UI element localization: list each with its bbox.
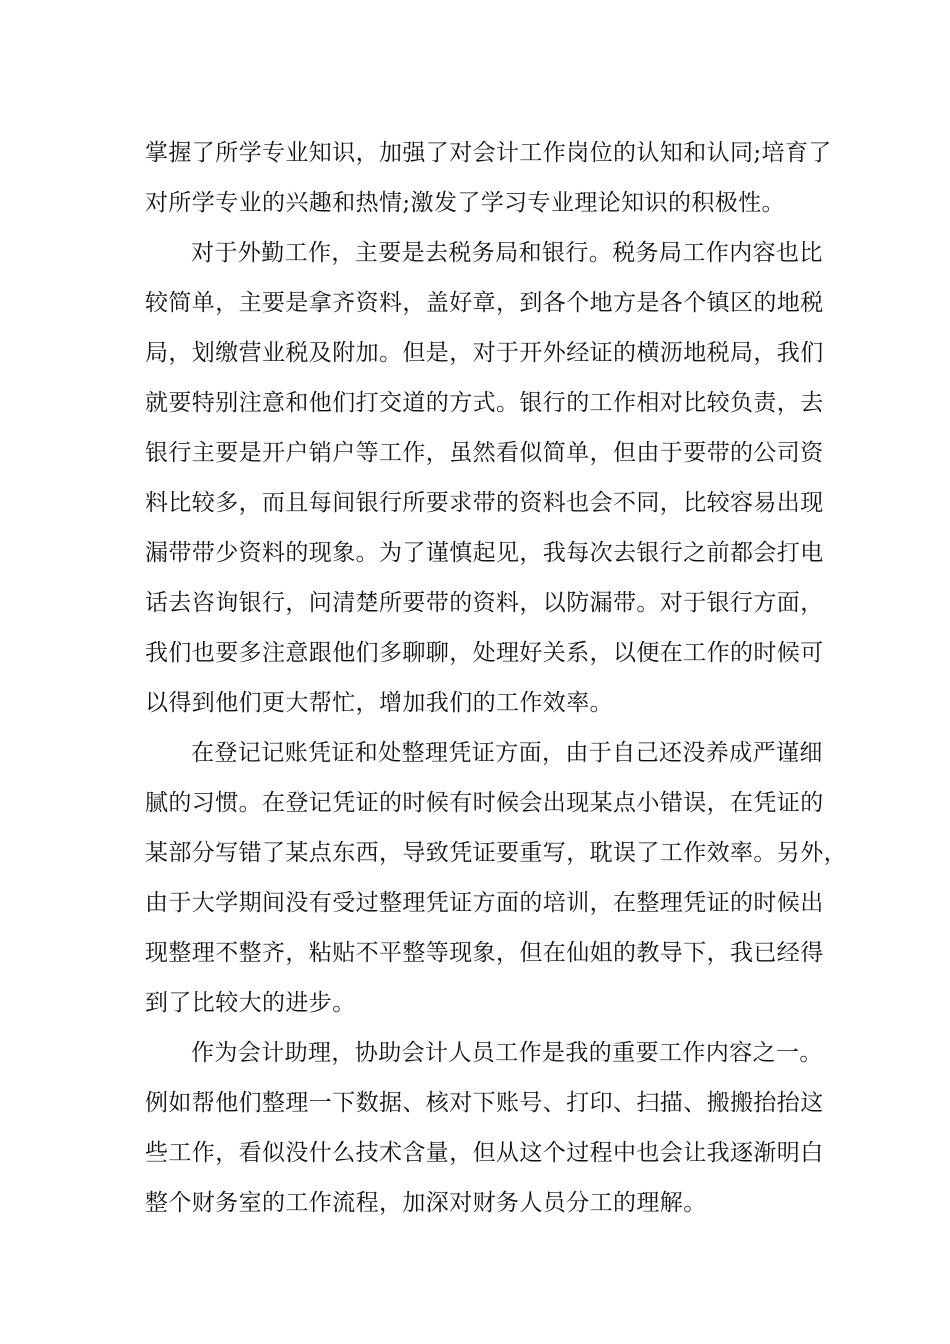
text-line: 我们也要多注意跟他们多聊聊，处理好关系，以便在工作的时候可 (145, 640, 824, 666)
text-line: 局，划缴营业税及附加。但是，对于开外经证的横沥地税局，我们 (145, 340, 824, 366)
document-body (145, 128, 847, 1228)
text-line: 某部分写错了某点东西，导致凭证要重写，耽误了工作效率。另外， (145, 840, 847, 866)
text-line: 对于外勤工作，主要是去税务局和银行。税务局工作内容也比 (191, 240, 823, 266)
text-line: 就要特别注意和他们打交道的方式。银行的工作相对比较负责，去 (145, 390, 824, 416)
text-line: 现整理不整齐，粘贴不平整等现象，但在仙姐的教导下，我已经得 (145, 940, 824, 966)
text-line: 漏带带少资料的现象。为了谨慎起见，我每次去银行之前都会打电 (145, 540, 824, 566)
text-line: 作为会计助理，协助会计人员工作是我的重要工作内容之一。 (191, 1040, 823, 1066)
text-line: 到了比较大的进步。 (145, 990, 356, 1016)
text-line: 由于大学期间没有受过整理凭证方面的培训，在整理凭证的时候出 (145, 890, 824, 916)
paragraph (145, 228, 824, 728)
text-line: 腻的习惯。在登记凭证的时候有时候会出现某点小错误，在凭证的 (145, 790, 824, 816)
text-line: 例如帮他们整理一下数据、核对下账号、打印、扫描、搬搬抬抬这 (145, 1090, 824, 1116)
paragraph (145, 128, 832, 228)
paragraph (145, 1028, 824, 1228)
text-line: 以得到他们更大帮忙，增加我们的工作效率。 (145, 690, 613, 716)
text-line: 较简单，主要是拿齐资料，盖好章，到各个地方是各个镇区的地税 (145, 290, 824, 316)
text-line: 整个财务室的工作流程，加深对财务人员分工的理解。 (145, 1190, 707, 1216)
text-line: 些工作，看似没什么技术含量，但从这个过程中也会让我逐渐明白 (145, 1140, 824, 1166)
text-line: 银行主要是开户销户等工作，虽然看似简单，但由于要带的公司资 (145, 440, 824, 466)
text-line: 掌握了所学专业知识，加强了对会计工作岗位的认知和认同;培育了 (145, 140, 832, 166)
text-line: 在登记记账凭证和处整理凭证方面，由于自己还没养成严谨细 (191, 740, 823, 766)
paragraph (145, 728, 847, 1028)
text-line: 料比较多，而且每间银行所要求带的资料也会不同，比较容易出现 (145, 490, 824, 516)
text-line: 对所学专业的兴趣和热情;激发了学习专业理论知识的积极性。 (145, 190, 785, 216)
text-line: 话去咨询银行，问清楚所要带的资料，以防漏带。对于银行方面， (145, 590, 824, 616)
